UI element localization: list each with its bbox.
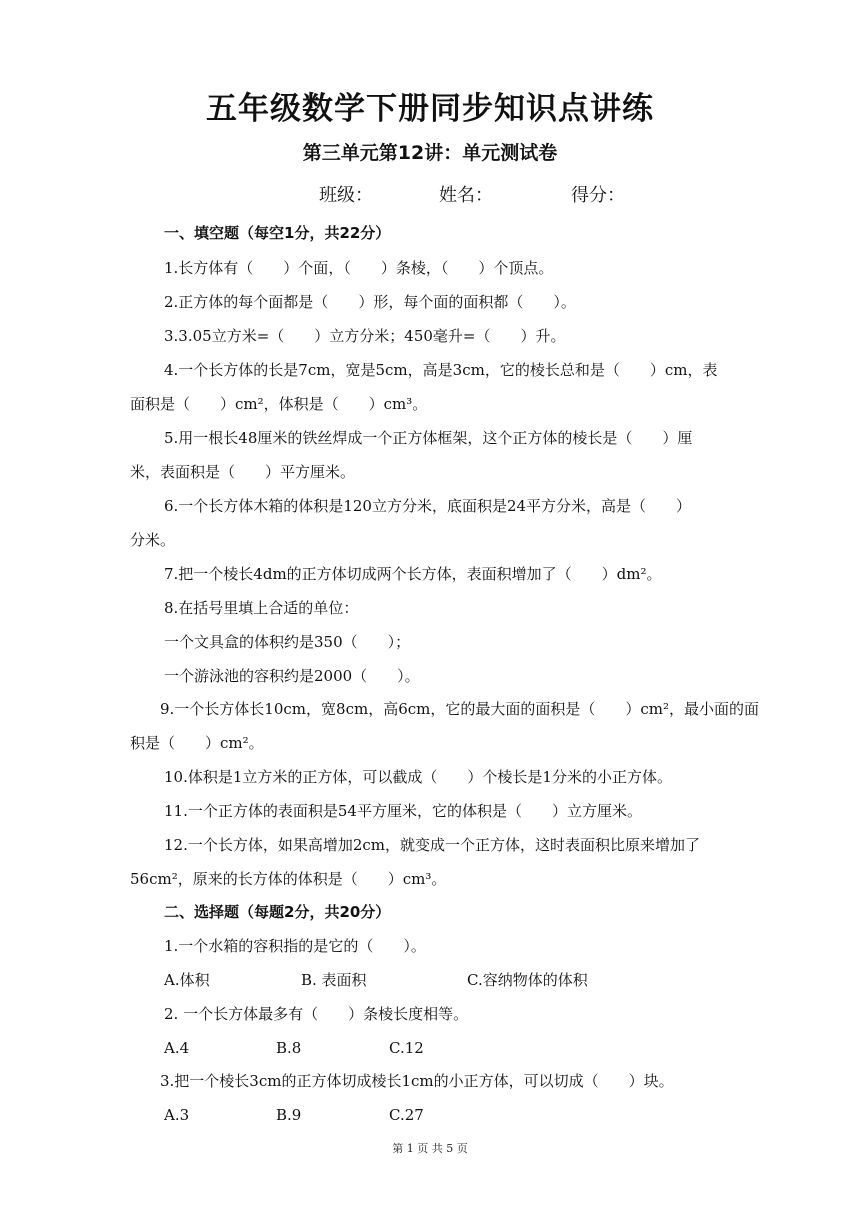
question-1-7: 7.把一个棱长4dm的正方体切成两个长方体，表面积增加了（ ）dm²。 <box>164 565 662 583</box>
question-1-12-line1: 12.一个长方体，如果高增加2cm，就变成一个正方体，这时表面积比原来增加了 <box>164 836 701 854</box>
score-label: 得分： <box>571 185 625 206</box>
question-2-3: 3.把一个棱长3cm的正方体切成棱长1cm的小正方体，可以切成（ ）块。 <box>160 1072 674 1090</box>
question-1-11: 11.一个正方体的表面积是54平方厘米，它的体积是（ ）立方厘米。 <box>164 802 642 820</box>
page-number-footer: 第 1 页 共 5 页 <box>392 1142 468 1155</box>
question-1-9-line1: 9.一个长方体长10cm，宽8cm，高6cm，它的最大面的面积是（ ）cm²，最小面的面 <box>160 700 759 718</box>
section-heading-multiple-choice: 二、选择题（每题2分，共20分） <box>164 903 391 921</box>
question-2-2-option-a: A.4 <box>164 1039 190 1057</box>
question-1-10: 10.体积是1立方米的正方体，可以截成（ ）个棱长是1分米的小正方体。 <box>164 768 672 786</box>
question-1-8-item-a: 一个文具盒的体积约是350（ ）； <box>164 633 411 651</box>
question-2-1-option-a: A.体积 <box>164 971 210 989</box>
question-1-3: 3.3.05立方米=（ ）立方分米；450毫升=（ ）升。 <box>164 327 566 345</box>
question-2-3-option-c: C.27 <box>389 1106 424 1124</box>
question-1-9-line2: 积是（ ）cm²。 <box>130 734 264 752</box>
page-subtitle: 第三单元第12讲：单元测试卷 <box>302 142 558 164</box>
question-1-12-line2: 56cm²，原来的长方体的体积是（ ）cm³。 <box>130 870 447 888</box>
question-2-2: 2. 一个长方体最多有（ ）条棱长度相等。 <box>164 1005 469 1023</box>
question-2-2-option-c: C.12 <box>389 1039 424 1057</box>
class-label: 班级： <box>319 185 373 206</box>
question-2-1-option-b: B. 表面积 <box>301 971 367 989</box>
question-1-8-item-b: 一个游泳池的容积约是2000（ ）。 <box>164 667 420 685</box>
question-2-1: 1.一个水箱的容积指的是它的（ ）。 <box>164 937 426 955</box>
question-1-6-line1: 6.一个长方体木箱的体积是120立方分米，底面积是24平方分米，高是（ ） <box>164 497 692 515</box>
section-heading-fill-in: 一、填空题（每空1分，共22分） <box>164 224 391 242</box>
name-label: 姓名： <box>439 185 493 206</box>
question-1-1: 1.长方体有（ ）个面，（ ）条棱，（ ）个顶点。 <box>164 259 554 277</box>
question-2-1-option-c: C.容纳物体的体积 <box>467 971 588 989</box>
question-1-5-line2: 米，表面积是（ ）平方厘米。 <box>130 463 356 481</box>
question-1-8: 8.在括号里填上合适的单位： <box>164 599 359 617</box>
question-1-4-line1: 4.一个长方体的长是7cm，宽是5cm，高是3cm，它的棱长总和是（ ）cm，表 <box>164 361 718 379</box>
question-2-2-option-b: B.8 <box>276 1039 302 1057</box>
question-2-3-option-b: B.9 <box>276 1106 302 1124</box>
question-1-2: 2.正方体的每个面都是（ ）形，每个面的面积都（ ）。 <box>164 293 576 311</box>
question-1-4-line2: 面积是（ ）cm²，体积是（ ）cm³。 <box>130 395 428 413</box>
question-1-6-line2: 分米。 <box>130 531 176 549</box>
question-1-5-line1: 5.用一根长48厘米的铁丝焊成一个正方体框架，这个正方体的棱长是（ ）厘 <box>164 429 693 447</box>
question-2-3-option-a: A.3 <box>164 1106 190 1124</box>
page-title: 五年级数学下册同步知识点讲练 <box>206 91 654 127</box>
